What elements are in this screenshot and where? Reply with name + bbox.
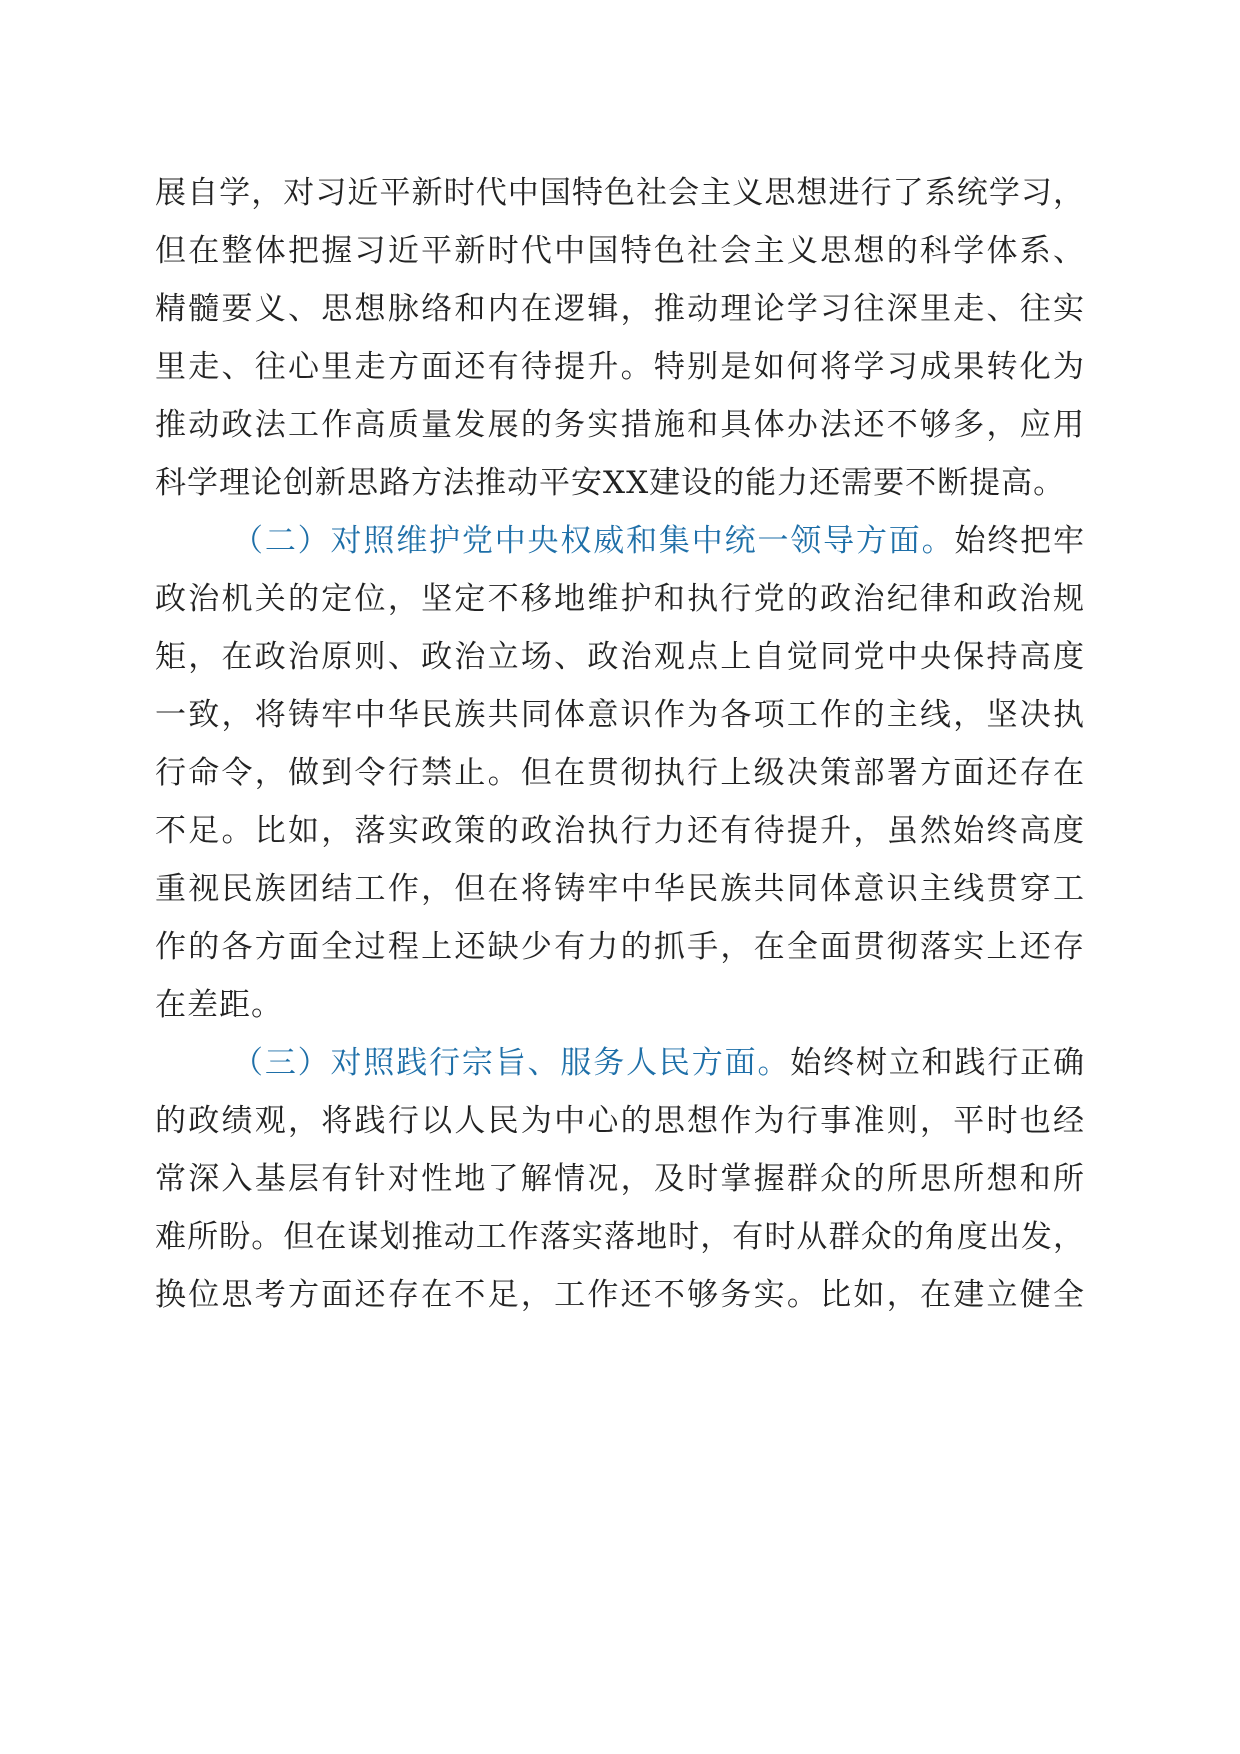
paragraph-line: 展自学，对习近平新时代中国特色社会主义思想进行了系统学习， [155, 175, 1085, 211]
paragraph-line: 矩，在政治原则、政治立场、政治观点上自觉同党中央保持高度 [155, 639, 1085, 675]
section-three-heading: （三）对照践行宗旨、服务人民方面。 [232, 1045, 791, 1081]
paragraph-line: 精髓要义、思想脉络和内在逻辑，推动理论学习往深里走、往实 [155, 291, 1085, 327]
paragraph-line: 里走、往心里走方面还有待提升。特别是如何将学习成果转化为 [155, 349, 1085, 385]
paragraph-line: 政治机关的定位，坚定不移地维护和执行党的政治纪律和政治规 [155, 581, 1085, 617]
paragraph-line: 科学理论创新思路方法推动平安XX建设的能力还需要不断提高。 [155, 465, 1066, 501]
paragraph-line: 重视民族团结工作，但在将铸牢中华民族共同体意识主线贯穿工 [155, 871, 1085, 907]
section-two-heading: （二）对照维护党中央权威和集中统一领导方面。 [232, 523, 955, 559]
section-two-first-line [232, 508, 1085, 574]
paragraph-line: 一致，将铸牢中华民族共同体意识作为各项工作的主线，坚决执 [155, 697, 1085, 733]
section-three-lead-text: 始终树立和践行正确 [790, 1045, 1086, 1081]
paragraph-line: 不足。比如，落实政策的政治执行力还有待提升，虽然始终高度 [155, 813, 1085, 849]
paragraph-line: 的政绩观，将践行以人民为中心的思想作为行事准则，平时也经 [155, 1103, 1085, 1139]
paragraph-line: 换位思考方面还存在不足，工作还不够务实。比如，在建立健全 [155, 1277, 1085, 1313]
paragraph-line: 难所盼。但在谋划推动工作落实落地时，有时从群众的角度出发， [155, 1219, 1085, 1255]
paragraph-line: 推动政法工作高质量发展的务实措施和具体办法还不够多，应用 [155, 407, 1085, 443]
paragraph-line: 但在整体把握习近平新时代中国特色社会主义思想的科学体系、 [155, 233, 1085, 269]
paragraph-line: 行命令，做到令行禁止。但在贯彻执行上级决策部署方面还存在 [155, 755, 1085, 791]
section-three-first-line [232, 1030, 1085, 1096]
paragraph-line: 作的各方面全过程上还缺少有力的抓手，在全面贯彻落实上还存 [155, 929, 1085, 965]
section-two-lead-text: 始终把牢 [954, 523, 1086, 559]
paragraph-line: 在差距。 [155, 987, 283, 1023]
paragraph-line: 常深入基层有针对性地了解情况，及时掌握群众的所思所想和所 [155, 1161, 1085, 1197]
